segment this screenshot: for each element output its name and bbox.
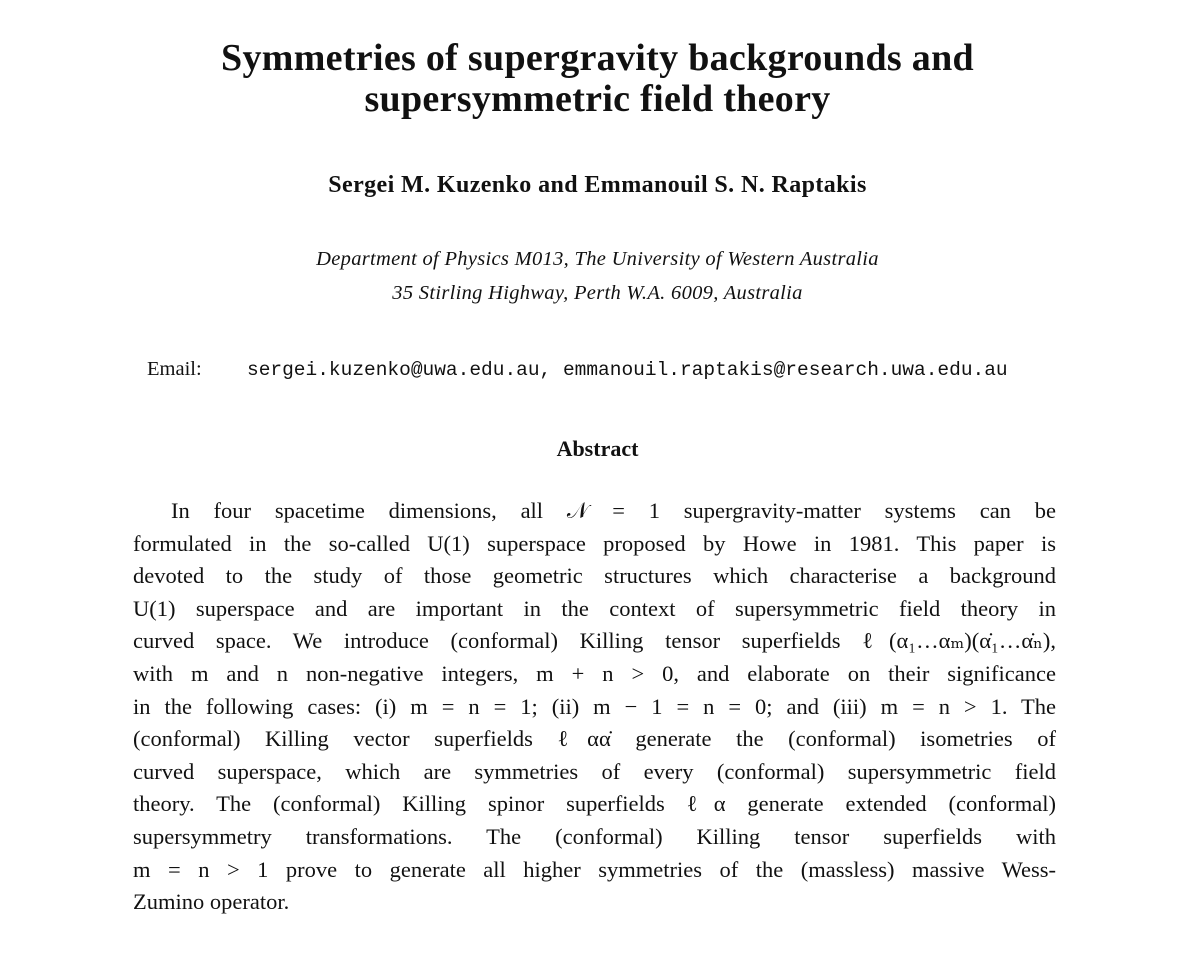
title-line-2: supersymmetric field theory bbox=[364, 78, 831, 120]
paper-title bbox=[0, 38, 1195, 120]
title-line-1: Symmetries of supergravity backgrounds and bbox=[221, 37, 974, 79]
abstract-line: theory. The (conformal) Killing spinor superfields ℓα generate extended (conformal) bbox=[133, 791, 1056, 817]
abstract-line: curved space. We introduce (conformal) Killing tensor superfields ℓ(α₁…αₘ)(α̇₁…α̇ₙ), bbox=[133, 628, 1056, 654]
abstract-line: in the following cases: (i) m = n = 1; (ii) m − 1 = n = 0; and (iii) m = n > 1. The bbox=[133, 693, 1056, 719]
abstract-line: U(1) superspace and are important in the context of supersymmetric field theory in bbox=[133, 595, 1056, 621]
abstract-line: devoted to the study of those geometric structures which characterise a background bbox=[133, 563, 1056, 589]
abstract-line: supersymmetry transformations. The (conformal) Killing tensor superfields with bbox=[133, 823, 1056, 849]
abstract-heading: Abstract bbox=[556, 436, 639, 461]
abstract-body bbox=[133, 495, 1056, 919]
email-row bbox=[147, 358, 1008, 381]
abstract-line: In four spacetime dimensions, all 𝒩 = 1 supergravity-matter systems can be bbox=[171, 498, 1056, 523]
email-label: Email: bbox=[147, 358, 202, 380]
abstract-line: with m and n non-negative integers, m + n > 0, and elaborate on their significance bbox=[133, 660, 1056, 686]
abstract-line: (conformal) Killing vector superfields ℓαα̇ generate the (conformal) isometries of bbox=[133, 726, 1056, 752]
authors: Sergei M. Kuzenko and Emmanouil S. N. Raptakis bbox=[328, 172, 867, 198]
abstract-line: curved superspace, which are symmetries of every (conformal) supersymmetric field bbox=[133, 758, 1056, 784]
abstract-line: Zumino operator. bbox=[133, 889, 290, 915]
abstract-line: m = n > 1 prove to generate all higher symmetries of the (massless) massive Wess- bbox=[133, 856, 1056, 882]
email-addresses[interactable]: sergei.kuzenko@uwa.edu.au, emmanouil.raptakis@research.uwa.edu.au bbox=[247, 359, 1008, 381]
abstract-line: formulated in the so-called U(1) superspace proposed by Howe in 1981. This paper is bbox=[133, 530, 1056, 556]
affiliation bbox=[0, 242, 1195, 310]
affiliation-line-1: Department of Physics M013, The University of Western Australia bbox=[316, 248, 879, 270]
affiliation-line-2: 35 Stirling Highway, Perth W.A. 6009, Australia bbox=[392, 282, 803, 304]
